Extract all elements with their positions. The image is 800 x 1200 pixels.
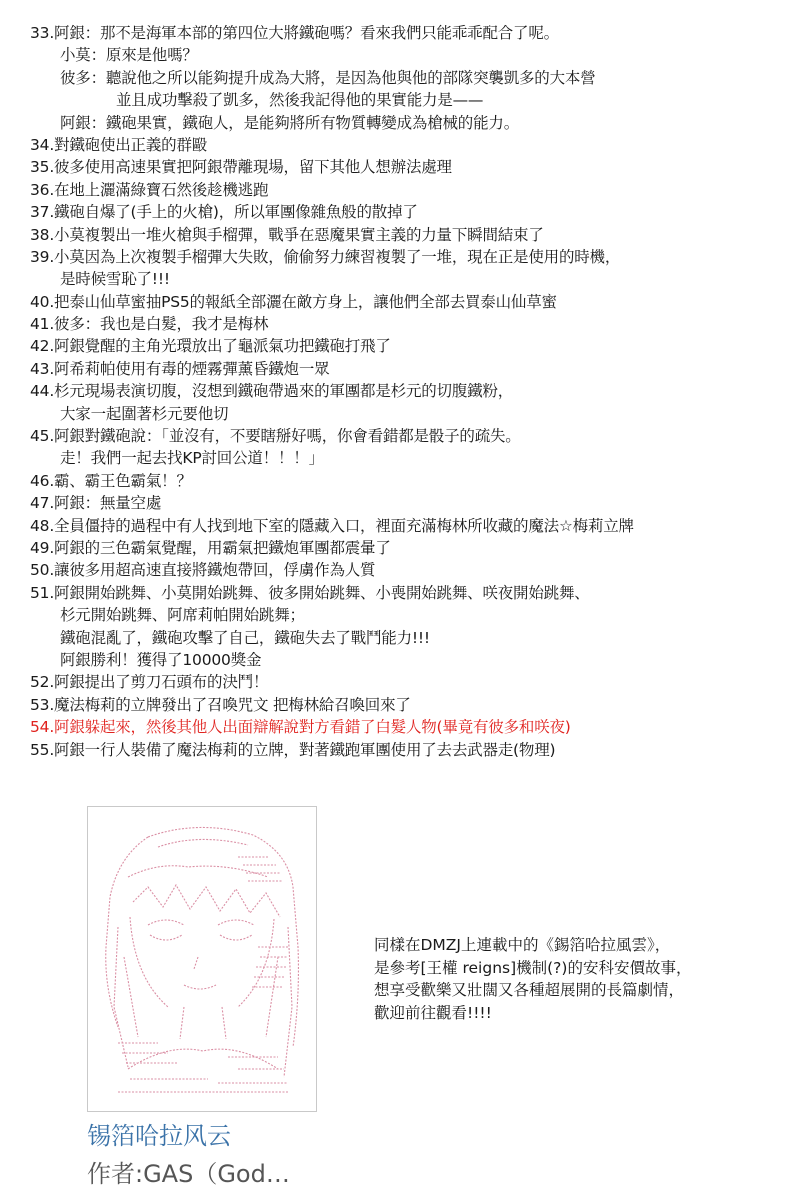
story-line: 36.在地上灑滿綠寶石然後趁機逃跑 [30,180,269,199]
promo-text [374,934,774,1024]
story-line: 48.全員僵持的過程中有人找到地下室的隱藏入口，裡面充滿梅林所收藏的魔法☆梅莉立牌 [30,516,634,535]
story-line: 47.阿銀：無量空處 [30,494,162,513]
story-line: 小莫：原來是他嗎？ [60,46,198,65]
story-line: 鐵砲混亂了，鐵砲攻擊了自己，鐵砲失去了戰鬥能力!!! [60,628,430,647]
ascii-art-image [87,806,317,1112]
story-line: 並且成功擊殺了凱多，然後我記得他的果實能力是—— [116,91,484,110]
story-line: 55.阿銀一行人裝備了魔法梅莉的立牌，對著鐵跑軍團使用了去去武器走(物理) [30,740,556,759]
story-line: 52.阿銀提出了剪刀石頭布的決鬥！ [30,673,269,692]
story-line: 大家一起圍著杉元要他切 [60,404,229,423]
story-line: 50.讓彼多用超高速直接將鐵炮帶回，俘虜作為人質 [30,561,376,580]
promo-line: 歡迎前往觀看!!!! [374,1003,492,1022]
story-line: 49.阿銀的三色霸氣覺醒，用霸氣把鐵炮軍團都震暈了 [30,538,391,557]
story-line: 41.彼多：我也是白髮，我才是梅林 [30,315,269,334]
ascii-art-figure [88,807,316,1111]
caption-title: 锡箔哈拉风云 [87,1122,231,1150]
story-line: 35.彼多使用高速果實把阿銀帶離現場，留下其他人想辦法處理 [30,158,452,177]
story-line: 杉元開始跳舞、阿席莉帕開始跳舞； [60,606,305,625]
story-line: 44.杉元現場表演切腹，沒想到鐵砲帶過來的軍團都是杉元的切腹鐵粉， [30,382,514,401]
story-line: 53.魔法梅莉的立牌發出了召喚咒文 把梅林給召喚回來了 [30,695,411,714]
story-line: 42.阿銀覺醒的主角光環放出了龜派氣功把鐵砲打飛了 [30,337,391,356]
story-line: 38.小莫複製出一堆火槍與手榴彈，戰爭在惡魔果實主義的力量下瞬間結束了 [30,225,544,244]
story-line: 33.阿銀：那不是海軍本部的第四位大將鐵砲嗎？看來我們只能乖乖配合了呢。 [30,24,559,42]
story-line: 走！我們一起去找KP討回公道！！！」 [60,449,324,468]
story-line: 45.阿銀對鐵砲說：「並沒有，不要瞎掰好嗎，你會看錯都是骰子的疏失。 [30,427,521,446]
story-line-highlighted: 54.阿銀躲起來，然後其他人出面辯解說對方看錯了白髮人物(畢竟有彼多和咲夜) [30,718,571,737]
story-line: 39.小莫因為上次複製手榴彈大失敗，偷偷努力練習複製了一堆，現在正是使用的時機， [30,247,621,266]
story-line: 阿銀：鐵砲果實，鐵砲人，是能夠將所有物質轉變成為槍械的能力。 [60,113,520,132]
story-line: 43.阿希莉帕使用有毒的煙霧彈薰昏鐵炮一眾 [30,359,330,378]
promo-line: 是參考[王權 reigns]機制(?)的安科安價故事， [374,958,692,977]
story-line: 彼多：聽說他之所以能夠提升成為大將，是因為他與他的部隊突襲凱多的大本營 [60,68,596,87]
story-line: 阿銀勝利！獲得了10000獎金 [60,650,262,669]
story-line: 46.霸、霸王色霸氣！？ [30,471,192,490]
promo-line: 想享受歡樂又壯闊又各種超展開的長篇劇情， [374,981,685,1000]
promo-line: 同樣在DMZJ上連載中的《錫箔哈拉風雲》， [374,936,671,954]
story-line: 51.阿銀開始跳舞、小莫開始跳舞、彼多開始跳舞、小喪開始跳舞、咲夜開始跳舞、 [30,583,590,602]
story-line: 是時候雪恥了!!! [60,270,170,289]
caption-author: 作者:GAS（God… [87,1160,290,1188]
story-line: 40.把泰山仙草蜜抽PS5的報紙全部灑在敵方身上，讓他們全部去買泰山仙草蜜 [30,292,557,311]
story-list [30,22,790,761]
story-line: 34.對鐵砲使出正義的群毆 [30,135,208,154]
story-line: 37.鐵砲自爆了(手上的火槍)，所以軍團像雜魚般的散掉了 [30,203,418,222]
